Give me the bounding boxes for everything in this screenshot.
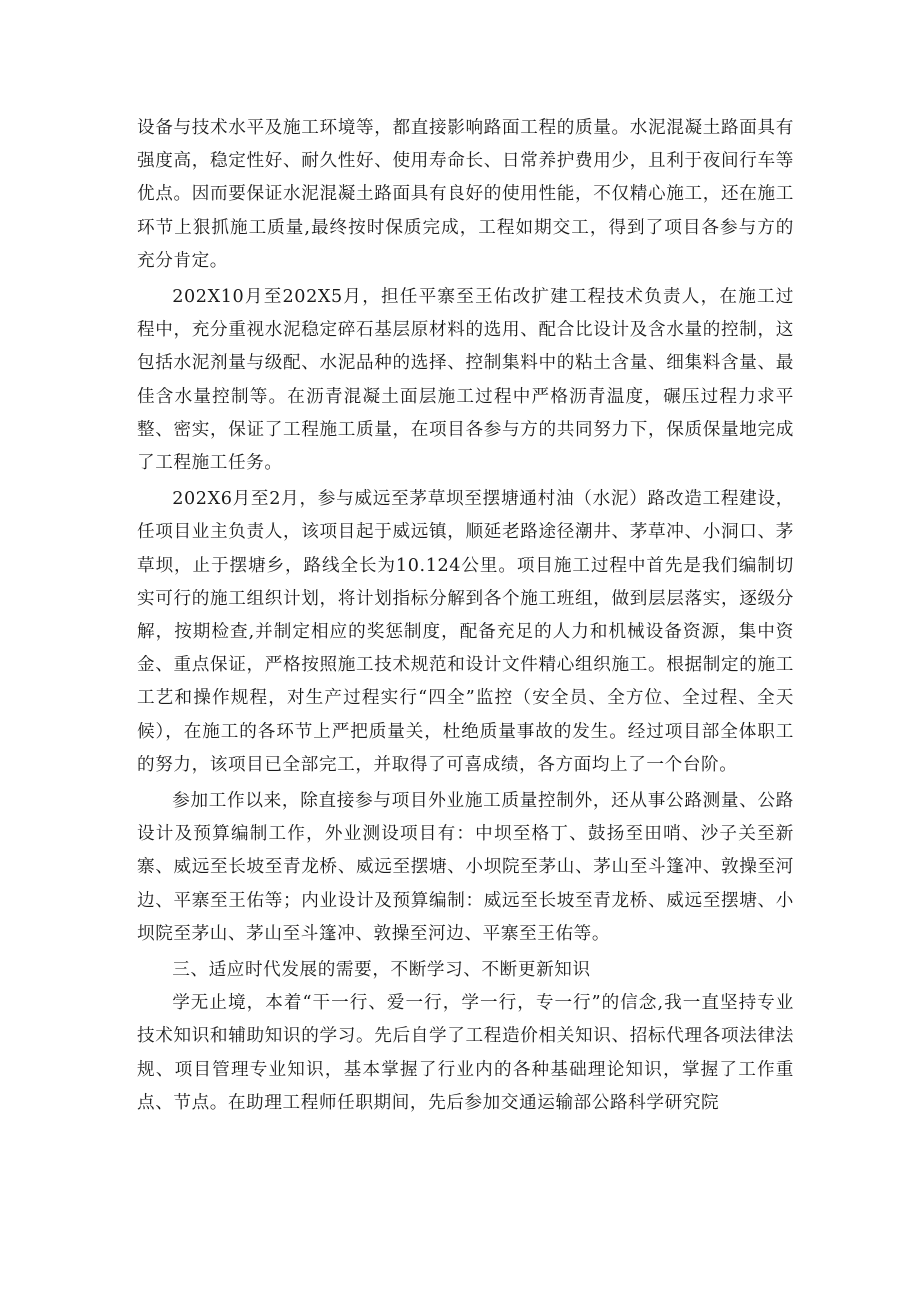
paragraph-5: 学无止境，本着“干一行、爱一行，学一行，专一行”的信念,我一直坚持专业技术知识和辅助知识的学习。先后自学了工程造价相关知识、招标代理各项法律法规、项目管理专业知识，基本掌握了行业内的各种基础理论知识，掌握了工作重点、节点。在助理工程师任职期间，先后参加交通运输部公路科学研究院 (137, 993, 794, 1113)
paragraph-1: 设备与技术水平及施工环境等，都直接影响路面工程的质量。水泥混凝土路面具有强度高，稳定性好、耐久性好、使用寿命长、日常养护费用少，且利于夜间行车等优点。因而要保证水泥混凝土路面具有良好的使用性能，不仅精心施工，还在施工环节上狠抓施工质量,最终按时保质完成，工程如期交工，得到了项目各参与方的充分肯定。 (137, 118, 794, 271)
section-heading: 三、适应时代发展的需要，不断学习、不断更新知识 (172, 960, 591, 981)
document-body (137, 112, 794, 1120)
paragraph-4: 参加工作以来，除直接参与项目外业施工质量控制外，还从事公路测量、公路设计及预算编制工作，外业测设项目有：中坝至格丁、鼓扬至田哨、沙子关至新寨、威远至长坡至青龙桥、威远至摆塘、小坝院至茅山、茅山至斗篷冲、敦操至河边、平寨至王佑等；内业设计及预算编制：威远至长坡至青龙桥、威远至摆塘、小坝院至茅山、茅山至斗篷冲、敦操至河边、平寨至王佑等。 (137, 791, 794, 944)
paragraph-2: 202X10月至202X5月，担任平寨至王佑改扩建工程技术负责人，在施工过程中，充分重视水泥稳定碎石基层原材料的选用、配合比设计及含水量的控制，这包括水泥剂量与级配、水泥品种的选择、控制集料中的粘土含量、细集料含量、最佳含水量控制等。在沥青混凝土面层施工过程中严格沥青温度，碾压过程力求平整、密实，保证了工程施工质量，在项目各参与方的共同努力下，保质保量地完成了工程施工任务。 (137, 287, 794, 474)
paragraph-3: 202X6月至2月，参与威远至茅草坝至摆塘通村油（水泥）路改造工程建设，任项目业主负责人，该项目起于威远镇，顺延老路途径潮井、茅草冲、小洞口、茅草坝，止于摆塘乡，路线全长为10.124公里。项目施工过程中首先是我们编制切实可行的施工组织计划，将计划指标分解到各个施工班组，做到层层落实，逐级分解，按期检查,并制定相应的奖惩制度，配备充足的人力和机械设备资源，集中资金、重点保证，严格按照施工技术规范和设计文件精心组织施工。根据制定的施工工艺和操作规程，对生产过程实行“四全”监控（安全员、全方位、全过程、全天候），在施工的各环节上严把质量关，杜绝质量事故的发生。经过项目部全体职工的努力，该项目已全部完工，并取得了可喜成绩，各方面均上了一个台阶。 (137, 489, 794, 775)
